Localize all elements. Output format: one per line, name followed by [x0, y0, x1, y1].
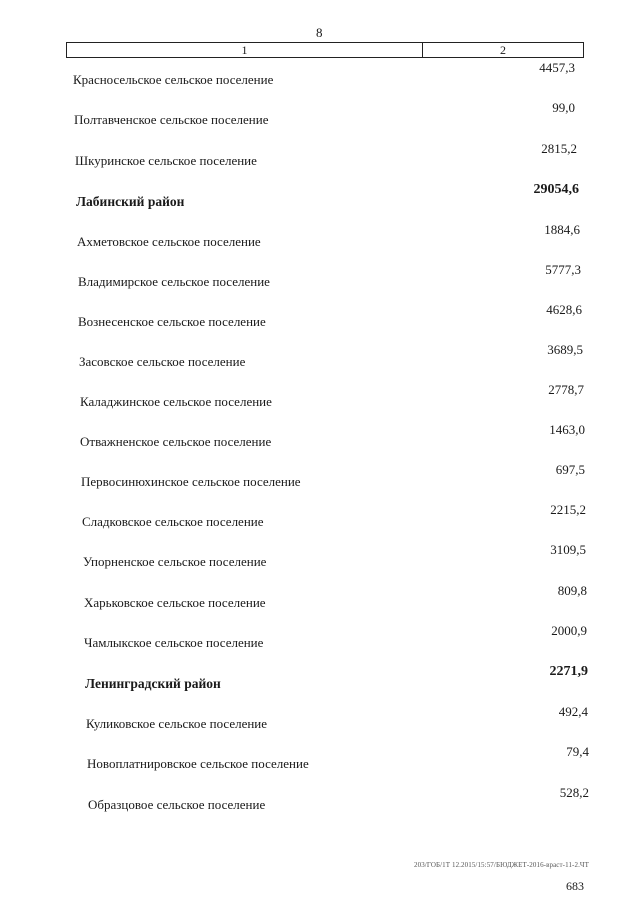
settlement-name: Куликовское сельское поселение — [86, 716, 268, 731]
settlement-name: Шкуринское сельское поселение — [75, 153, 257, 168]
amount-value: 29054,6 — [533, 182, 579, 197]
amount-value: 492,4 — [558, 704, 588, 719]
amount-value: 2000,9 — [551, 623, 587, 638]
settlement-name: Каладжинское сельское поселение — [80, 394, 272, 409]
settlement-name: Полтавченское сельское поселение — [74, 112, 269, 127]
amount-value: 5777,3 — [545, 262, 581, 277]
settlement-name: Харьковское сельское поселение — [84, 595, 266, 610]
amount-value: 528,2 — [559, 785, 589, 800]
settlement-name: Ленинградский район — [85, 676, 221, 691]
amount-value: 2815,2 — [541, 141, 577, 156]
column-header-2: 2 — [500, 43, 506, 57]
footer-page-number: 683 — [566, 879, 584, 893]
page-number: 8 — [316, 25, 323, 40]
settlement-name: Упорненское сельское поселение — [83, 554, 267, 569]
settlement-name: Отважненское сельское поселение — [80, 434, 272, 449]
column-header-row — [66, 42, 584, 58]
amount-value: 4628,6 — [546, 302, 582, 317]
settlement-name: Вознесенское сельское поселение — [78, 314, 266, 329]
amount-value: 2271,9 — [549, 664, 588, 679]
settlement-name: Сладковское сельское поселение — [82, 514, 264, 529]
amount-value: 99,0 — [552, 100, 575, 115]
settlement-name: Владимирское сельское поселение — [78, 274, 270, 289]
footer-stamp: 203/ГОБ/1Т 12.2015/15:57/БЮДЖЕТ-2016-враст-11-2.ЧТ — [414, 861, 589, 869]
settlement-name: Лабинский район — [76, 194, 185, 209]
amount-value: 4457,3 — [539, 60, 575, 75]
settlement-name: Новоплатнировское сельское поселение — [87, 756, 309, 771]
amount-value: 2778,7 — [548, 382, 584, 397]
settlement-name: Засовское сельское поселение — [79, 354, 246, 369]
amount-value: 2215,2 — [550, 502, 586, 517]
settlement-name: Чамлыкское сельское поселение — [84, 635, 264, 650]
settlement-name: Первосинюхинское сельское поселение — [81, 474, 301, 489]
amount-value: 809,8 — [557, 583, 587, 598]
settlement-name: Образцовое сельское поселение — [88, 797, 266, 812]
amount-value: 697,5 — [555, 462, 585, 477]
amount-value: 3109,5 — [550, 542, 586, 557]
amount-value: 79,4 — [566, 744, 589, 759]
amount-value: 1463,0 — [549, 422, 585, 437]
settlement-name: Ахметовское сельское поселение — [77, 234, 261, 249]
amount-value: 3689,5 — [547, 342, 583, 357]
amount-value: 1884,6 — [544, 222, 580, 237]
column-header-1: 1 — [67, 43, 423, 57]
settlement-name: Красносельское сельское поселение — [73, 72, 274, 87]
